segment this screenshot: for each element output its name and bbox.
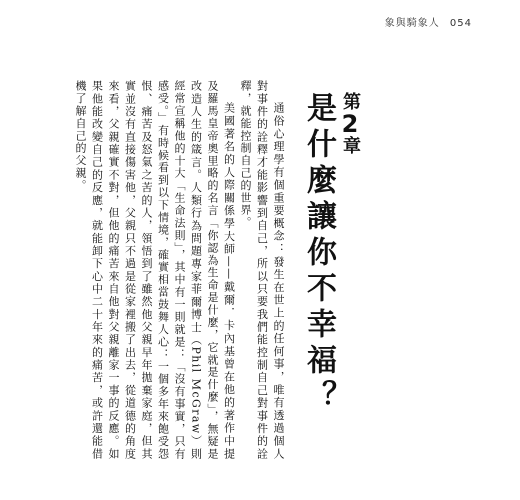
chapter-label	[338, 92, 364, 156]
chapter-label-prefix: 第	[340, 92, 361, 112]
paragraph: 通俗心理學有個重要概念：發生在世上的任何事，唯有透過個人對事件的詮釋才能影響到自己，所以只要我們能控制自己對事件的詮釋，就能控制自己的世界。	[239, 80, 285, 460]
running-header	[385, 14, 472, 29]
paragraph: 美國著名的人際關係學大師——戴爾．卡內基曾在他的著作中提及羅馬皇帝奧里略的名言「你認為生命是什麼，它就是什麼」，無疑是改造人生的箴言。人類行為問題專家菲爾博士（Phil McGraw）則經常宣稱他的十大「生命法則」，其中有一則就是：「沒有事實，只有感受。」有時候看到以下情境，確實相當鼓舞人心：一個多年來飽受怨恨、痛苦及怒氣之苦的人，領悟到了雖然他父親早年拋棄家庭，但其實並沒有直接傷害他，父親只不過是從家裡搬了出去，從道德的角度來看，父親確實不對，但他的痛苦來自他對父親離家一事的反應。如果他能改變自己的反應，就能卸下心中二十年來的痛苦，或許還能借機了解自己的父親。	[74, 80, 236, 460]
page-number: 054	[449, 18, 472, 29]
book-title: 象與騎象人	[384, 18, 440, 29]
body-text	[74, 80, 286, 460]
chapter-title: 是什麼讓你不幸福？	[301, 92, 336, 416]
chapter-label-suffix: 章	[340, 136, 361, 156]
chapter-number: 2	[341, 112, 359, 136]
